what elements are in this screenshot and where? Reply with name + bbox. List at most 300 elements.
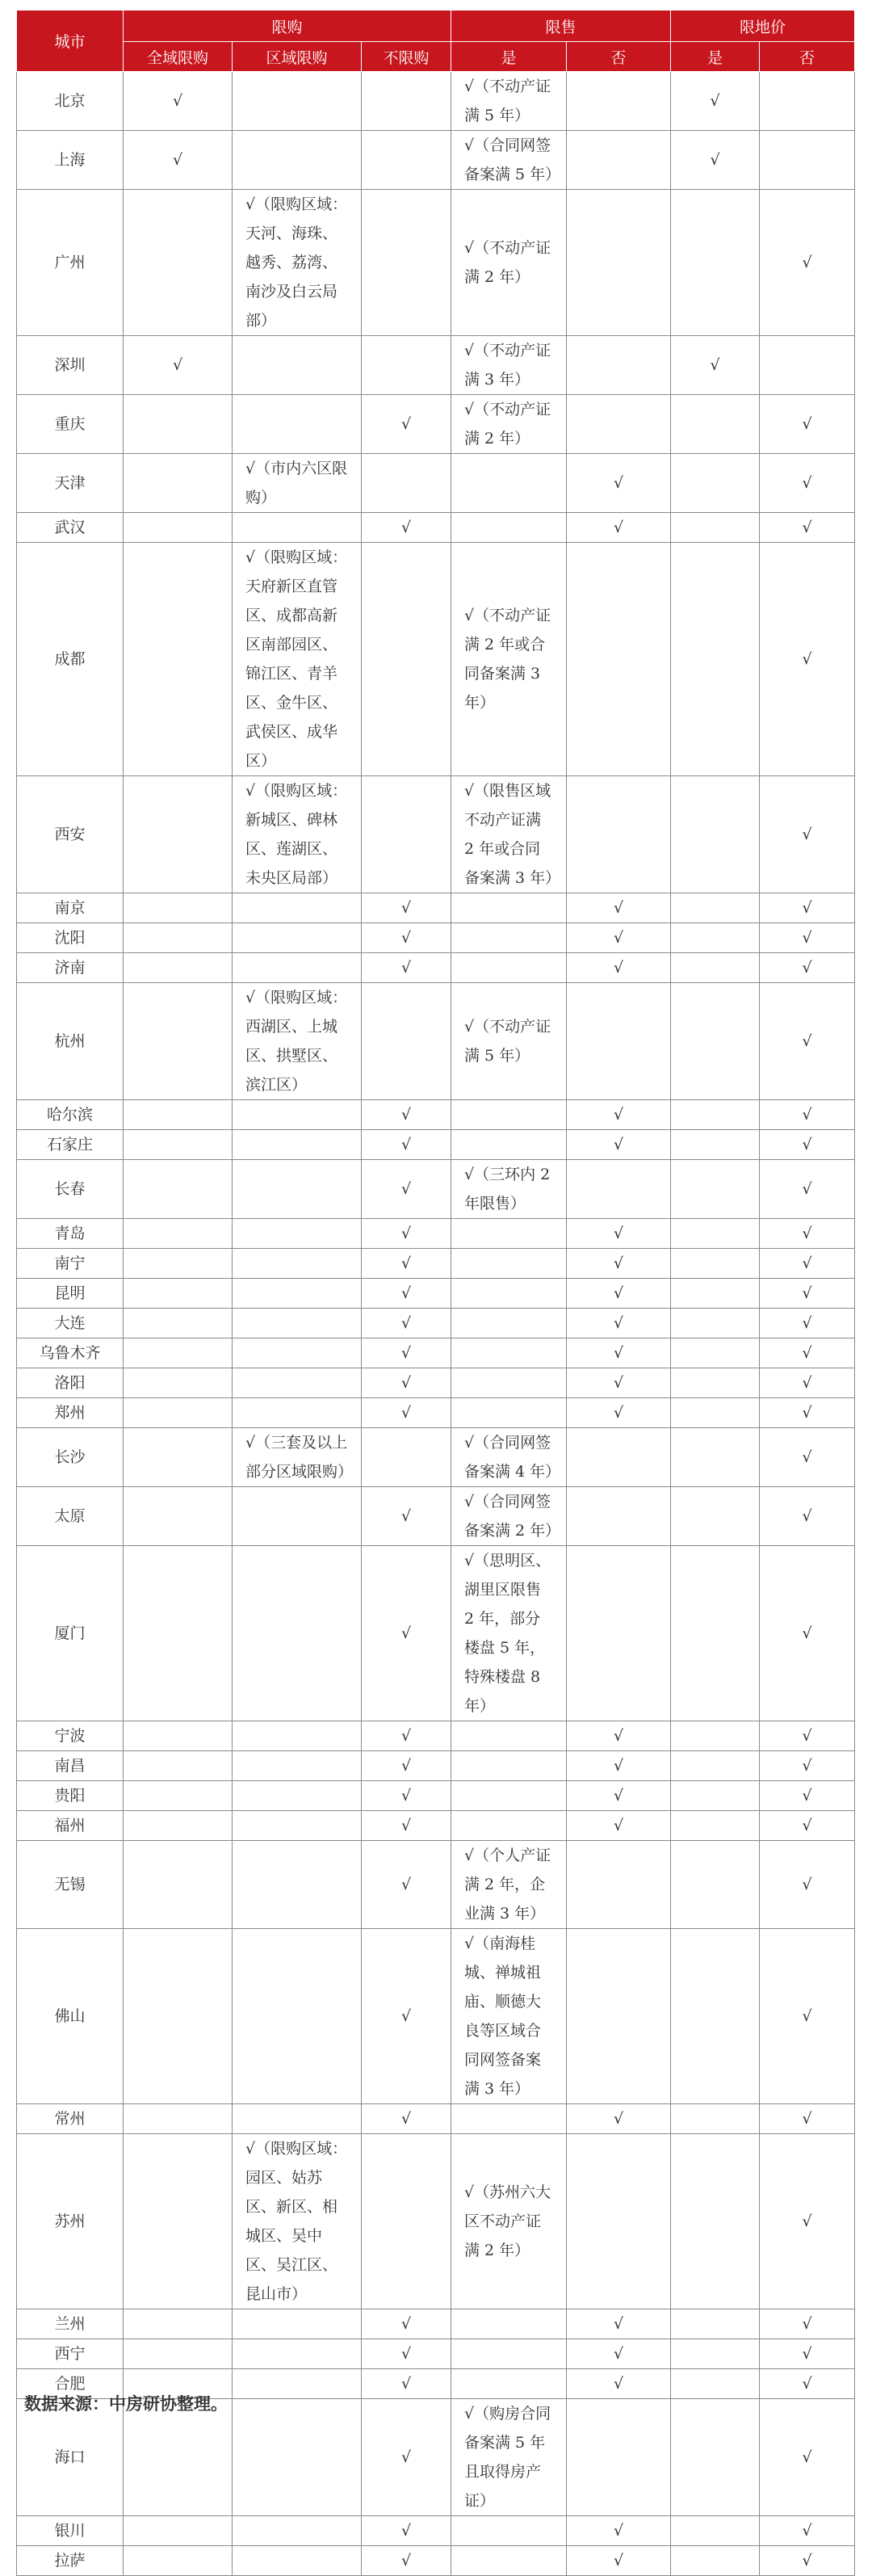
- full-cell: [124, 1721, 233, 1751]
- none-cell: [362, 131, 451, 190]
- regional-cell: [233, 1160, 362, 1219]
- city-cell: 上海: [17, 131, 124, 190]
- header-row-sub: [17, 42, 855, 72]
- sale-yes-cell: [451, 1338, 567, 1368]
- city-cell: 哈尔滨: [17, 1100, 124, 1130]
- sale-yes-cell: [451, 1249, 567, 1279]
- sale-yes-cell: [451, 2309, 567, 2339]
- regional-cell: [233, 1279, 362, 1309]
- header-land-yes: 是: [671, 42, 760, 72]
- regional-cell: [233, 131, 362, 190]
- none-cell: √: [362, 1929, 451, 2104]
- sale-yes-cell: √（购房合同备案满 5 年且取得房产证）: [451, 2399, 567, 2516]
- sale-no-cell: √: [567, 1249, 671, 1279]
- none-cell: [362, 336, 451, 395]
- sale-yes-cell: √（不动产证满 2 年或合同备案满 3 年）: [451, 543, 567, 776]
- table-row: [17, 1781, 855, 1811]
- full-cell: [124, 1249, 233, 1279]
- sale-yes-cell: √（三环内 2 年限售）: [451, 1160, 567, 1219]
- sale-no-cell: √: [567, 2309, 671, 2339]
- sale-no-cell: √: [567, 1309, 671, 1338]
- land-no-cell: √: [760, 1398, 855, 1428]
- full-cell: [124, 1309, 233, 1338]
- sale-yes-cell: [451, 953, 567, 983]
- full-cell: [124, 190, 233, 336]
- land-no-cell: √: [760, 2134, 855, 2309]
- land-no-cell: √: [760, 1338, 855, 1368]
- regional-cell: [233, 1781, 362, 1811]
- none-cell: √: [362, 1100, 451, 1130]
- table-row: [17, 2104, 855, 2134]
- regional-cell: [233, 2516, 362, 2546]
- city-cell: 沈阳: [17, 923, 124, 953]
- city-cell: 厦门: [17, 1546, 124, 1721]
- regional-cell: [233, 395, 362, 454]
- header-sale-yes: 是: [451, 42, 567, 72]
- full-cell: [124, 1219, 233, 1249]
- land-yes-cell: [671, 2104, 760, 2134]
- land-no-cell: √: [760, 2104, 855, 2134]
- sale-yes-cell: [451, 454, 567, 513]
- sale-yes-cell: √（不动产证满 2 年）: [451, 395, 567, 454]
- full-cell: [124, 2546, 233, 2576]
- land-yes-cell: [671, 893, 760, 923]
- city-cell: 长春: [17, 1160, 124, 1219]
- land-yes-cell: [671, 2516, 760, 2546]
- none-cell: √: [362, 1309, 451, 1338]
- full-cell: [124, 1428, 233, 1487]
- table-row: [17, 1929, 855, 2104]
- land-yes-cell: [671, 1428, 760, 1487]
- sale-no-cell: √: [567, 1338, 671, 1368]
- sale-yes-cell: [451, 1130, 567, 1160]
- full-cell: [124, 1751, 233, 1781]
- land-yes-cell: [671, 2339, 760, 2369]
- land-no-cell: √: [760, 1487, 855, 1546]
- regional-cell: [233, 2309, 362, 2339]
- land-yes-cell: [671, 923, 760, 953]
- table-row: [17, 131, 855, 190]
- sale-no-cell: √: [567, 1811, 671, 1841]
- sale-yes-cell: √（南海桂城、禅城祖庙、顺德大良等区域合同网签备案满 3 年）: [451, 1929, 567, 2104]
- table-row: [17, 190, 855, 336]
- city-cell: 苏州: [17, 2134, 124, 2309]
- land-no-cell: √: [760, 190, 855, 336]
- sale-no-cell: [567, 72, 671, 131]
- regional-cell: √（限购区域：西湖区、上城区、拱墅区、滨江区）: [233, 983, 362, 1100]
- none-cell: √: [362, 1487, 451, 1546]
- regional-cell: [233, 1338, 362, 1368]
- sale-no-cell: √: [567, 2516, 671, 2546]
- city-cell: 海口: [17, 2399, 124, 2516]
- sale-no-cell: [567, 395, 671, 454]
- sale-yes-cell: [451, 1751, 567, 1781]
- city-cell: 宁波: [17, 1721, 124, 1751]
- sale-no-cell: √: [567, 953, 671, 983]
- sale-yes-cell: √（不动产证满 3 年）: [451, 336, 567, 395]
- table-row: [17, 1219, 855, 1249]
- table-row: [17, 1100, 855, 1130]
- sale-yes-cell: [451, 1811, 567, 1841]
- full-cell: [124, 1279, 233, 1309]
- full-cell: [124, 513, 233, 543]
- land-yes-cell: √: [671, 336, 760, 395]
- full-cell: [124, 953, 233, 983]
- sale-yes-cell: [451, 2516, 567, 2546]
- none-cell: √: [362, 953, 451, 983]
- sale-no-cell: [567, 1160, 671, 1219]
- full-cell: √: [124, 336, 233, 395]
- none-cell: √: [362, 2399, 451, 2516]
- regional-cell: [233, 1721, 362, 1751]
- sale-no-cell: [567, 776, 671, 893]
- land-no-cell: √: [760, 1546, 855, 1721]
- sale-yes-cell: [451, 1279, 567, 1309]
- sale-yes-cell: [451, 2104, 567, 2134]
- sale-no-cell: √: [567, 923, 671, 953]
- city-cell: 青岛: [17, 1219, 124, 1249]
- land-no-cell: √: [760, 1309, 855, 1338]
- city-cell: 福州: [17, 1811, 124, 1841]
- sale-no-cell: √: [567, 2104, 671, 2134]
- regional-cell: [233, 953, 362, 983]
- none-cell: √: [362, 1219, 451, 1249]
- none-cell: √: [362, 1546, 451, 1721]
- sale-yes-cell: [451, 1398, 567, 1428]
- sale-no-cell: [567, 131, 671, 190]
- table-body: [17, 72, 855, 2576]
- sale-no-cell: [567, 336, 671, 395]
- city-cell: 石家庄: [17, 1130, 124, 1160]
- none-cell: √: [362, 923, 451, 953]
- full-cell: [124, 1546, 233, 1721]
- full-cell: [124, 1487, 233, 1546]
- regional-cell: [233, 893, 362, 923]
- city-cell: 无锡: [17, 1841, 124, 1929]
- header-regional-limit: 区域限购: [233, 42, 362, 72]
- full-cell: [124, 1398, 233, 1428]
- land-yes-cell: [671, 953, 760, 983]
- land-no-cell: √: [760, 2516, 855, 2546]
- table-row: [17, 1811, 855, 1841]
- table-row: [17, 395, 855, 454]
- none-cell: [362, 1428, 451, 1487]
- land-yes-cell: [671, 1398, 760, 1428]
- land-no-cell: √: [760, 1751, 855, 1781]
- none-cell: √: [362, 2104, 451, 2134]
- regional-cell: [233, 2399, 362, 2516]
- city-cell: 武汉: [17, 513, 124, 543]
- land-yes-cell: [671, 454, 760, 513]
- sale-no-cell: [567, 2134, 671, 2309]
- full-cell: [124, 2339, 233, 2369]
- table-row: [17, 1398, 855, 1428]
- regional-cell: √（限购区域：天河、海珠、越秀、荔湾、南沙及白云局部）: [233, 190, 362, 336]
- table-row: [17, 2309, 855, 2339]
- city-cell: 昆明: [17, 1279, 124, 1309]
- land-no-cell: √: [760, 1160, 855, 1219]
- land-no-cell: √: [760, 2309, 855, 2339]
- land-yes-cell: [671, 1130, 760, 1160]
- full-cell: [124, 983, 233, 1100]
- land-yes-cell: [671, 543, 760, 776]
- table-row: [17, 2516, 855, 2546]
- regional-cell: [233, 1546, 362, 1721]
- land-no-cell: [760, 72, 855, 131]
- full-cell: [124, 776, 233, 893]
- regional-cell: [233, 1130, 362, 1160]
- policy-table: [16, 10, 855, 2576]
- sale-yes-cell: [451, 893, 567, 923]
- full-cell: [124, 893, 233, 923]
- sale-yes-cell: √（个人产证满 2 年，企业满 3 年）: [451, 1841, 567, 1929]
- land-yes-cell: [671, 190, 760, 336]
- full-cell: [124, 2516, 233, 2546]
- regional-cell: [233, 1929, 362, 2104]
- none-cell: [362, 454, 451, 513]
- none-cell: √: [362, 1160, 451, 1219]
- sale-no-cell: √: [567, 513, 671, 543]
- city-cell: 拉萨: [17, 2546, 124, 2576]
- land-no-cell: √: [760, 776, 855, 893]
- regional-cell: [233, 2104, 362, 2134]
- sale-no-cell: [567, 1929, 671, 2104]
- regional-cell: √（限购区域：天府新区直管区、成都高新区南部园区、锦江区、青羊区、金牛区、武侯区、成华区）: [233, 543, 362, 776]
- land-no-cell: √: [760, 1249, 855, 1279]
- sale-no-cell: √: [567, 1368, 671, 1398]
- city-cell: 合肥: [17, 2369, 124, 2399]
- sale-no-cell: √: [567, 1751, 671, 1781]
- table-row: [17, 336, 855, 395]
- none-cell: √: [362, 2516, 451, 2546]
- land-yes-cell: [671, 1811, 760, 1841]
- regional-cell: √（限购区域：园区、姑苏区、新区、相城区、吴中区、吴江区、昆山市）: [233, 2134, 362, 2309]
- city-cell: 重庆: [17, 395, 124, 454]
- sale-yes-cell: [451, 1219, 567, 1249]
- city-cell: 西宁: [17, 2339, 124, 2369]
- source-note: 数据来源：中房研协整理。: [24, 2394, 228, 2414]
- sale-no-cell: √: [567, 1721, 671, 1751]
- land-no-cell: √: [760, 1841, 855, 1929]
- regional-cell: √（三套及以上部分区域限购）: [233, 1428, 362, 1487]
- city-cell: 南宁: [17, 1249, 124, 1279]
- land-no-cell: √: [760, 1781, 855, 1811]
- land-no-cell: √: [760, 1279, 855, 1309]
- regional-cell: [233, 1309, 362, 1338]
- regional-cell: [233, 336, 362, 395]
- none-cell: [362, 543, 451, 776]
- land-yes-cell: [671, 395, 760, 454]
- sale-yes-cell: √（合同网签备案满 5 年）: [451, 131, 567, 190]
- sale-no-cell: √: [567, 893, 671, 923]
- sale-no-cell: √: [567, 2369, 671, 2399]
- regional-cell: [233, 1368, 362, 1398]
- sale-no-cell: [567, 190, 671, 336]
- land-no-cell: [760, 336, 855, 395]
- regional-cell: [233, 2546, 362, 2576]
- table-row: [17, 893, 855, 923]
- none-cell: √: [362, 1781, 451, 1811]
- sale-yes-cell: √（苏州六大区不动产证满 2 年）: [451, 2134, 567, 2309]
- none-cell: √: [362, 1368, 451, 1398]
- land-no-cell: √: [760, 893, 855, 923]
- sale-yes-cell: [451, 1781, 567, 1811]
- sale-yes-cell: [451, 1100, 567, 1130]
- city-cell: 贵阳: [17, 1781, 124, 1811]
- land-no-cell: √: [760, 1929, 855, 2104]
- sale-no-cell: [567, 1546, 671, 1721]
- full-cell: [124, 1160, 233, 1219]
- sale-yes-cell: [451, 1721, 567, 1751]
- sale-yes-cell: [451, 513, 567, 543]
- land-yes-cell: [671, 1160, 760, 1219]
- city-cell: 郑州: [17, 1398, 124, 1428]
- land-yes-cell: [671, 1841, 760, 1929]
- city-cell: 兰州: [17, 2309, 124, 2339]
- none-cell: [362, 190, 451, 336]
- land-yes-cell: [671, 1309, 760, 1338]
- table-row: [17, 454, 855, 513]
- sale-yes-cell: √（思明区、湖里区限售 2 年，部分楼盘 5 年，特殊楼盘 8 年）: [451, 1546, 567, 1721]
- city-cell: 北京: [17, 72, 124, 131]
- table-header: [17, 11, 855, 72]
- none-cell: √: [362, 1398, 451, 1428]
- city-cell: 洛阳: [17, 1368, 124, 1398]
- header-land-price-limit: 限地价: [671, 11, 855, 42]
- city-cell: 南昌: [17, 1751, 124, 1781]
- sale-no-cell: [567, 1428, 671, 1487]
- land-no-cell: √: [760, 1130, 855, 1160]
- land-yes-cell: [671, 1368, 760, 1398]
- city-cell: 长沙: [17, 1428, 124, 1487]
- regional-cell: [233, 1841, 362, 1929]
- regional-cell: [233, 2369, 362, 2399]
- none-cell: √: [362, 1130, 451, 1160]
- land-yes-cell: [671, 1721, 760, 1751]
- table-row: [17, 1751, 855, 1781]
- table-row: [17, 1160, 855, 1219]
- city-cell: 成都: [17, 543, 124, 776]
- none-cell: √: [362, 2339, 451, 2369]
- land-yes-cell: √: [671, 72, 760, 131]
- sale-no-cell: √: [567, 2546, 671, 2576]
- sale-yes-cell: √（不动产证满 5 年）: [451, 72, 567, 131]
- full-cell: [124, 543, 233, 776]
- table-row: [17, 1546, 855, 1721]
- land-yes-cell: [671, 513, 760, 543]
- sale-yes-cell: √（合同网签备案满 2 年）: [451, 1487, 567, 1546]
- sale-yes-cell: [451, 2369, 567, 2399]
- city-cell: 常州: [17, 2104, 124, 2134]
- land-yes-cell: [671, 1249, 760, 1279]
- land-yes-cell: [671, 2399, 760, 2516]
- sale-yes-cell: [451, 1368, 567, 1398]
- table-row: [17, 983, 855, 1100]
- full-cell: √: [124, 72, 233, 131]
- land-yes-cell: √: [671, 131, 760, 190]
- table-row: [17, 1428, 855, 1487]
- table-row: [17, 1279, 855, 1309]
- none-cell: [362, 776, 451, 893]
- sale-no-cell: √: [567, 1781, 671, 1811]
- land-no-cell: [760, 131, 855, 190]
- table-row: [17, 2134, 855, 2309]
- none-cell: √: [362, 395, 451, 454]
- land-no-cell: √: [760, 2399, 855, 2516]
- land-yes-cell: [671, 776, 760, 893]
- full-cell: [124, 1368, 233, 1398]
- land-no-cell: √: [760, 513, 855, 543]
- sale-no-cell: √: [567, 2339, 671, 2369]
- sale-no-cell: √: [567, 1219, 671, 1249]
- sale-no-cell: [567, 543, 671, 776]
- city-cell: 佛山: [17, 1929, 124, 2104]
- land-no-cell: √: [760, 1368, 855, 1398]
- land-yes-cell: [671, 1100, 760, 1130]
- city-cell: 南京: [17, 893, 124, 923]
- none-cell: [362, 2134, 451, 2309]
- land-no-cell: √: [760, 983, 855, 1100]
- table-row: [17, 1338, 855, 1368]
- full-cell: [124, 1130, 233, 1160]
- sale-no-cell: √: [567, 1100, 671, 1130]
- table-row: [17, 1368, 855, 1398]
- none-cell: √: [362, 1338, 451, 1368]
- table-row: [17, 2546, 855, 2576]
- land-no-cell: √: [760, 2546, 855, 2576]
- table-row: [17, 1309, 855, 1338]
- sale-yes-cell: [451, 2546, 567, 2576]
- city-cell: 乌鲁木齐: [17, 1338, 124, 1368]
- sale-yes-cell: [451, 923, 567, 953]
- city-cell: 太原: [17, 1487, 124, 1546]
- regional-cell: [233, 2339, 362, 2369]
- none-cell: √: [362, 513, 451, 543]
- city-cell: 深圳: [17, 336, 124, 395]
- full-cell: [124, 1100, 233, 1130]
- table-row: [17, 1841, 855, 1929]
- full-cell: [124, 2309, 233, 2339]
- city-cell: 杭州: [17, 983, 124, 1100]
- sale-no-cell: √: [567, 454, 671, 513]
- sale-no-cell: [567, 1487, 671, 1546]
- none-cell: √: [362, 2546, 451, 2576]
- full-cell: [124, 923, 233, 953]
- none-cell: √: [362, 1721, 451, 1751]
- land-yes-cell: [671, 2369, 760, 2399]
- header-full-limit: 全域限购: [124, 42, 233, 72]
- none-cell: √: [362, 1841, 451, 1929]
- land-no-cell: √: [760, 395, 855, 454]
- land-no-cell: √: [760, 543, 855, 776]
- land-yes-cell: [671, 1487, 760, 1546]
- regional-cell: [233, 72, 362, 131]
- regional-cell: √（限购区域：新城区、碑林区、莲湖区、未央区局部）: [233, 776, 362, 893]
- land-yes-cell: [671, 1781, 760, 1811]
- none-cell: √: [362, 2369, 451, 2399]
- full-cell: [124, 1781, 233, 1811]
- land-no-cell: √: [760, 1219, 855, 1249]
- header-row-group: [17, 11, 855, 42]
- regional-cell: [233, 1219, 362, 1249]
- full-cell: [124, 2104, 233, 2134]
- city-cell: 西安: [17, 776, 124, 893]
- land-yes-cell: [671, 983, 760, 1100]
- land-yes-cell: [671, 1546, 760, 1721]
- table-row: [17, 1130, 855, 1160]
- land-yes-cell: [671, 1751, 760, 1781]
- none-cell: [362, 983, 451, 1100]
